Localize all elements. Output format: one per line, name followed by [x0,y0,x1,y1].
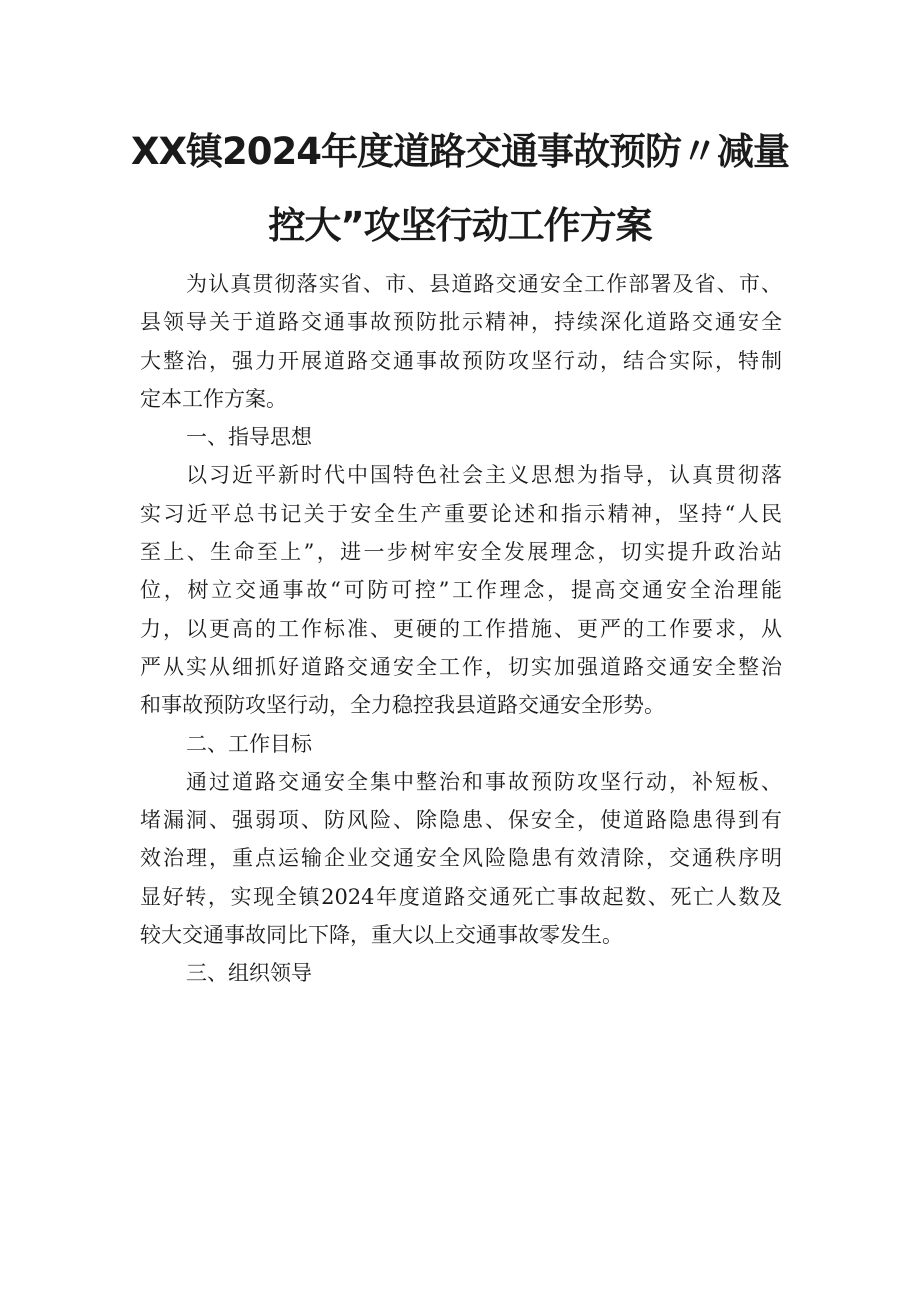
paragraph-line: 通过道路交通安全集中整治和事故预防攻坚行动，补短板、 [186,769,782,794]
paragraph-line: 严从实从细抓好道路交通安全工作，切实加强道路交通安全整治 [140,654,782,679]
paragraph-line: 力，以更高的工作标准、更硬的工作措施、更严的工作要求，从 [140,616,782,641]
guiding-ideology-paragraph [140,456,782,724]
work-goals-paragraph [140,763,782,954]
paragraph-line: 较大交通事故同比下降，重大以上交通事故零发生。 [140,923,623,948]
paragraph-line: 堵漏洞、强弱项、防风险、除隐患、保安全，使道路隐患得到有 [140,808,782,833]
document-title-line-2: 控大”攻坚行动工作方案 [268,204,652,247]
paragraph-line: 为认真贯彻落实省、市、县道路交通安全工作部署及省、市、 [186,272,782,296]
paragraph-line: 定本工作方案。 [140,386,287,411]
paragraph-line: 大整治，强力开展道路交通事故预防攻坚行动，结合实际，特制 [140,348,782,373]
paragraph-line: 效治理，重点运输企业交通安全风险隐患有效清除，交通秩序明 [140,846,782,871]
paragraph-line: 以习近平新时代中国特色社会主义思想为指导，认真贯彻落 [186,463,782,488]
paragraph-line: 实习近平总书记关于安全生产重要论述和指示精神，坚持“人民 [140,501,782,526]
paragraph-line: 和事故预防攻坚行动，全力稳控我县道路交通安全形势。 [140,693,665,718]
paragraph-line: 显好转，实现全镇2024年度道路交通死亡事故起数、死亡人数及 [140,884,782,909]
document-title-line-1: XX镇2024年度道路交通事故预防〃减量 [130,130,790,173]
section-heading-guiding-ideology: 一、指导思想 [186,425,312,450]
intro-paragraph [140,265,782,418]
section-heading-work-goals: 二、工作目标 [186,731,312,756]
paragraph-line: 县领导关于道路交通事故预防批示精神，持续深化道路交通安全 [140,310,782,335]
paragraph-line: 位，树立交通事故“可防可控”工作理念，提高交通安全治理能 [140,578,782,603]
section-heading-organization: 三、组织领导 [186,961,312,986]
document-body [140,265,782,993]
paragraph-line: 至上、生命至上”，进一步树牢安全发展理念，切实提升政治站 [140,540,782,565]
